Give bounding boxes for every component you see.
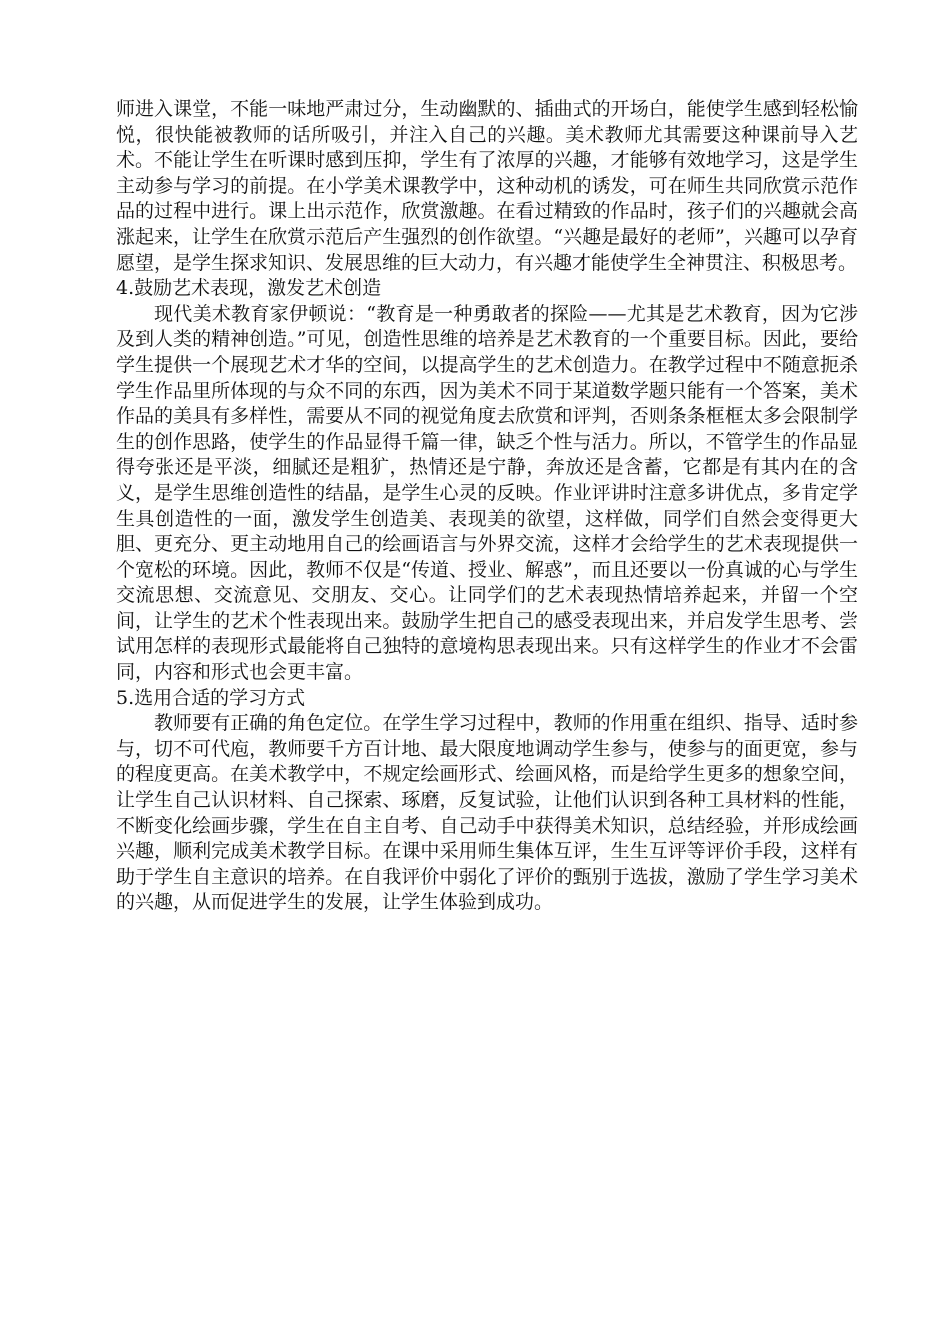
section-heading-5: 5.选用合适的学习方式 xyxy=(116,686,306,709)
paragraph-art-creation: 现代美术教育家伊顿说：“教育是一种勇敢者的探险——尤其是艺术教育，因为它涉及到人类的精神创造。”可见，创造性思维的培养是艺术教育的一个重要目标。因此，要给学生提供一个展现艺术才华的空间，以提高学生的艺术创造力。在教学过程中不随意扼杀学生作品里所体现的与众不同的东西，因为美术不同于某道数学题只能有一个答案，美术作品的美具有多样性，需要从不同的视觉角度去欣赏和评判，否则条条框框太多会限制学生的创作思路，使学生的作品显得千篇一律，缺乏个性与活力。所以，不管学生的作品显得夸张还是平淡，细腻还是粗犷，热情还是宁静，奔放还是含蓄，它都是有其内在的含义，是学生思维创造性的结晶，是学生心灵的反映。作业评讲时注意多讲优点，多肯定学生具创造性的一面，激发学生创造美、表现美的欲望，这样做，同学们自然会变得更大胆、更充分、更主动地用自己的绘画语言与外界交流，这样才会给学生的艺术表现提供一个宽松的环境。因此，教师不仅是“传道、授业、解惑”，而且还要以一份真诚的心与学生交流思想、交流意见、交朋友、交心。让同学们的艺术表现热情培养起来，并留一个空间，让学生的艺术个性表现出来。鼓励学生把自己的感受表现出来，并启发学生思考、尝试用怎样的表现形式最能将自己独特的意境构思表现出来。只有这样学生的作业才不会雷同，内容和形式也会更丰富。 xyxy=(116,302,858,684)
paragraph-continuation: 师进入课堂，不能一味地严肃过分，生动幽默的、插曲式的开场白，能使学生感到轻松愉悦，很快能被教师的话所吸引，并注入自己的兴趣。美术教师尤其需要这种课前导入艺术。不能让学生在听课时感到压抑，学生有了浓厚的兴趣，才能够有效地学习，这是学生主动参与学习的前提。在小学美术课教学中，这种动机的诱发，可在师生共同欣赏示范作品的过程中进行。课上出示范作，欣赏激趣。在看过精致的作品时，孩子们的兴趣就会高涨起来，让学生在欣赏示范后产生强烈的创作欲望。“兴趣是最好的老师”，兴趣可以孕育愿望，是学生探求知识、发展思维的巨大动力，有兴趣才能使学生全神贯注、积极思考。 xyxy=(116,98,858,274)
paragraph-learning-method: 教师要有正确的角色定位。在学生学习过程中，教师的作用重在组织、指导、适时参与，切不可代庖，教师要千方百计地、最大限度地调动学生参与，使参与的面更宽，参与的程度更高。在美术教学中，不规定绘画形式、绘画风格，而是给学生更多的想象空间，让学生自己认识材料、自己探索、琢磨，反复试验，让他们认识到各种工具材料的性能，不断变化绘画步骤，学生在自主自考、自己动手中获得美术知识，总结经验，并形成绘画兴趣，顺利完成美术教学目标。在课中采用师生集体互评，生生互评等评价手段，这样有助于学生自主意识的培养。在自我评价中弱化了评价的甄别于选拔，激励了学生学习美术的兴趣，从而促进学生的发展，让学生体验到成功。 xyxy=(116,712,858,914)
section-heading-4: 4.鼓励艺术表现，激发艺术创造 xyxy=(116,277,382,300)
document-body xyxy=(116,97,858,916)
